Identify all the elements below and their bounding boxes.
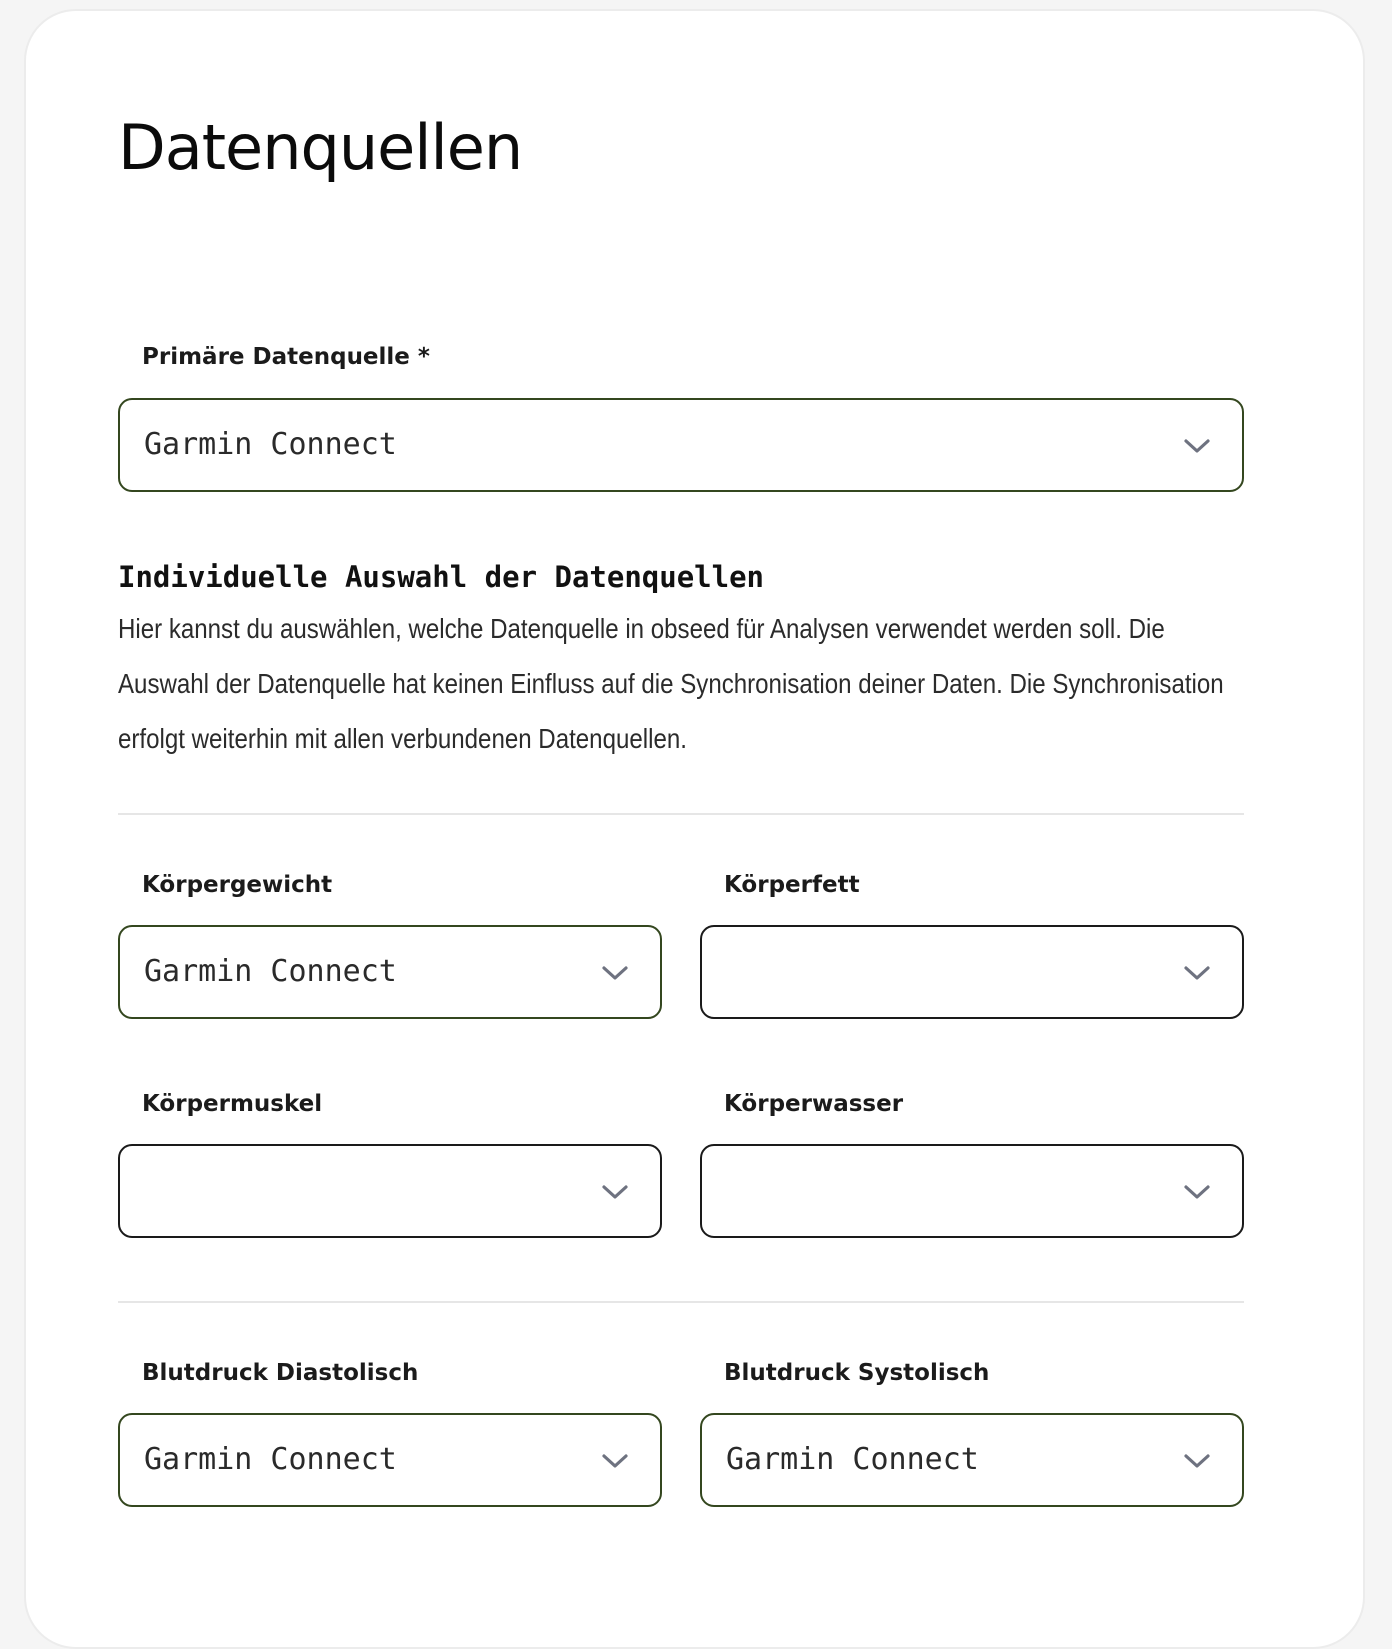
divider — [118, 813, 1244, 815]
page-title: Datenquellen — [118, 111, 523, 184]
chevron-down-icon — [1182, 958, 1212, 988]
bp-diastolic-label: Blutdruck Diastolisch — [142, 1360, 419, 1386]
individual-section-title: Individuelle Auswahl der Datenquellen — [118, 560, 765, 594]
individual-section-description: Hier kannst du auswählen, welche Datenquelle in obseed für Analysen verwendet werden soll. Die Auswahl der Datenquelle hat keinen Einfluss auf die Synchronisation deiner Daten. Die Synchronisation erfolgt weiterhin mit allen verbundenen Datenquellen. — [118, 613, 1224, 754]
divider — [118, 1301, 1244, 1303]
chevron-down-icon — [1182, 431, 1212, 461]
bp-systolic-label: Blutdruck Systolisch — [724, 1360, 990, 1386]
body-fat-label: Körperfett — [724, 872, 860, 898]
chevron-down-icon — [1182, 1446, 1212, 1476]
body-water-label: Körperwasser — [724, 1091, 904, 1117]
body-fat-select[interactable] — [700, 925, 1244, 1019]
primary-source-label: Primäre Datenquelle * — [142, 344, 430, 370]
body-muscle-select[interactable] — [118, 1144, 662, 1238]
primary-source-value: Garmin Connect — [144, 427, 397, 462]
bp-diastolic-select[interactable] — [118, 1413, 662, 1507]
body-water-select[interactable] — [700, 1144, 1244, 1238]
body-muscle-label: Körpermuskel — [142, 1091, 323, 1117]
bp-systolic-select[interactable] — [700, 1413, 1244, 1507]
body-weight-value: Garmin Connect — [144, 954, 397, 989]
settings-card — [24, 9, 1365, 1649]
body-weight-label: Körpergewicht — [142, 872, 333, 898]
bp-systolic-value: Garmin Connect — [726, 1442, 979, 1477]
chevron-down-icon — [600, 1446, 630, 1476]
body-weight-select[interactable] — [118, 925, 662, 1019]
primary-source-select[interactable] — [118, 398, 1244, 492]
bp-diastolic-value: Garmin Connect — [144, 1442, 397, 1477]
chevron-down-icon — [600, 958, 630, 988]
chevron-down-icon — [1182, 1177, 1212, 1207]
chevron-down-icon — [600, 1177, 630, 1207]
